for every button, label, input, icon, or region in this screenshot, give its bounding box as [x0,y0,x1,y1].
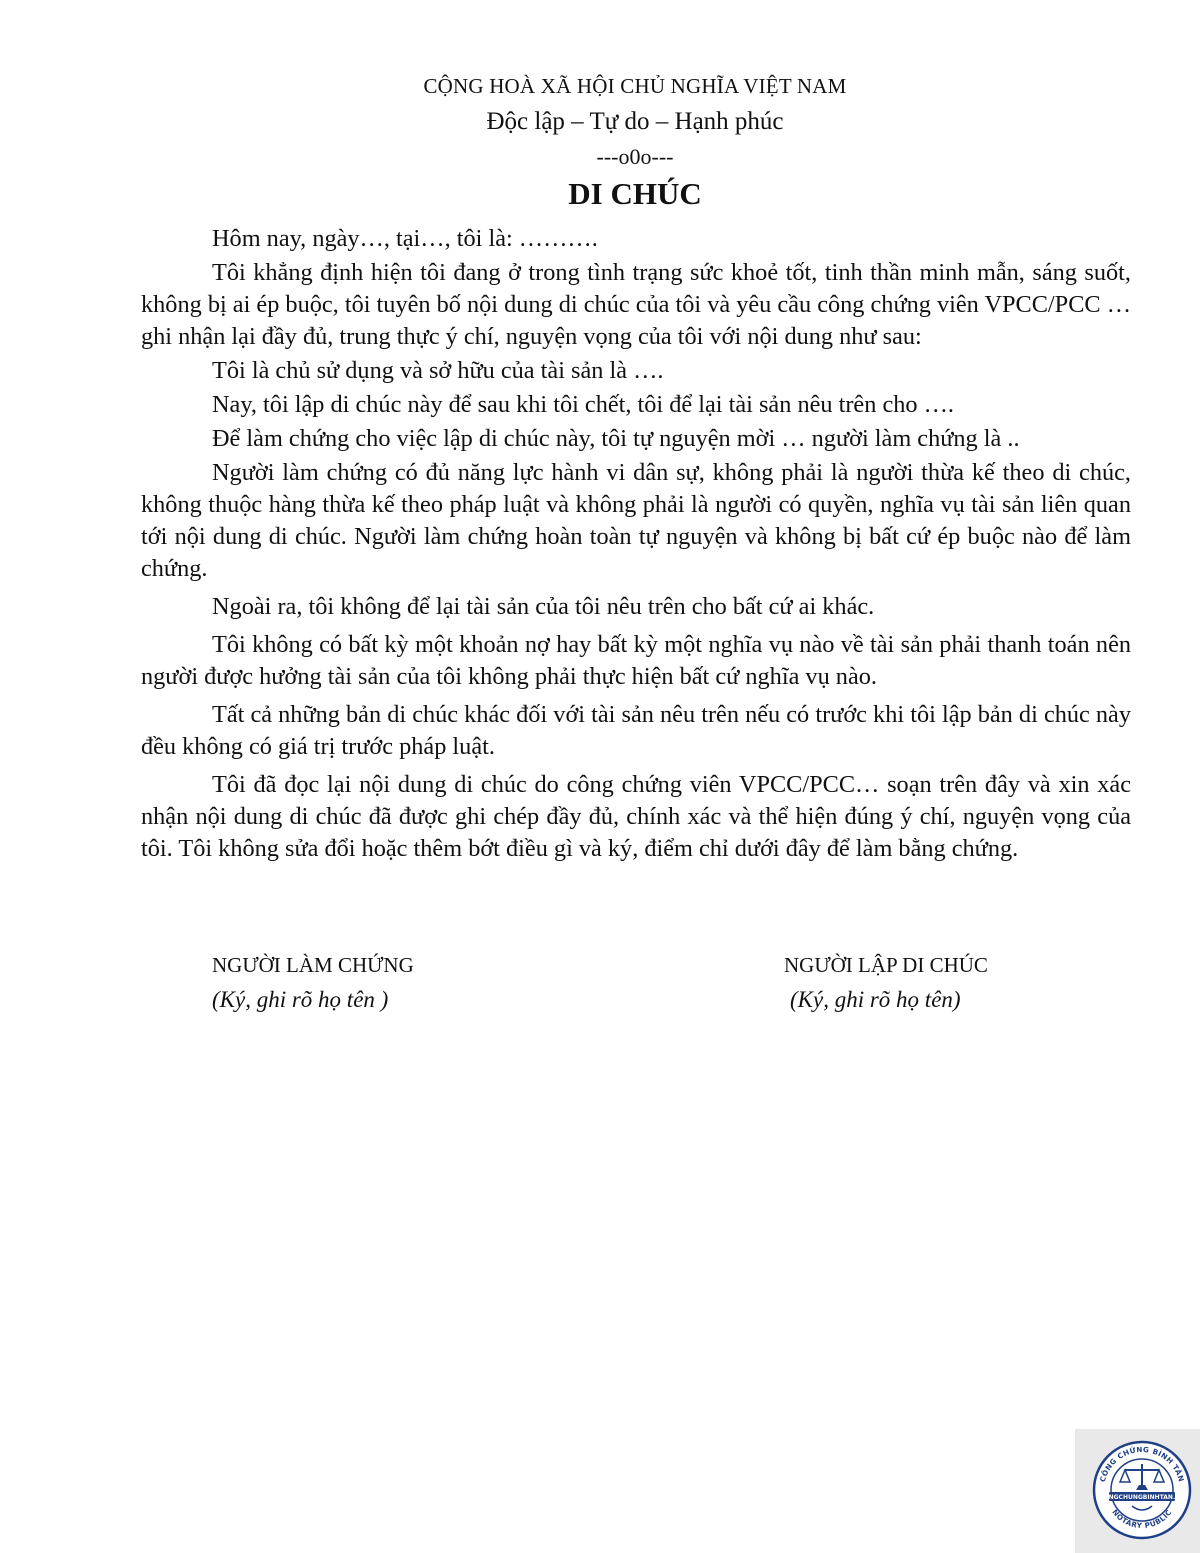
witness-role: NGƯỜI LÀM CHỨNG [212,953,414,977]
svg-text:CÔNG CHỨNG BÌNH TÂN: CÔNG CHỨNG BÌNH TÂN [1097,1444,1187,1483]
body-paragraph: Ngoài ra, tôi không để lại tài sản của tôi nêu trên cho bất cứ ai khác. [212,593,875,620]
body-paragraph: Tôi là chủ sử dụng và sở hữu của tài sản là …. [212,357,664,384]
testator-signature-block [784,950,988,1020]
national-title: CỘNG HOÀ XÃ HỘI CHỦ NGHĨA VIỆT NAM [423,74,847,98]
body-paragraph: Tôi đã đọc lại nội dung di chúc do công chứng viên VPCC/PCC… soạn trên đây và xin xác nhận nội dung di chúc đã được ghi chép đầy đủ, chính xác và thể hiện đúng ý chí, nguyện vọng của tôi. Tôi không sửa đổi hoặc thêm bớt điều gì và ký, điểm chỉ dưới đây để làm bằng chứng. [141,771,1131,862]
svg-text:CONGCHUNGBINHTAN.VN: CONGCHUNGBINHTAN.VN [1099,1494,1185,1501]
body-paragraph: Để làm chứng cho việc lập di chúc này, tôi tự nguyện mời … người làm chứng là .. [212,425,1020,452]
testator-sign-note: (Ký, ghi rõ họ tên) [790,987,961,1012]
body-paragraph: Tôi không có bất kỳ một khoản nợ hay bất kỳ một nghĩa vụ nào về tài sản phải thanh toán nên người được hưởng tài sản của tôi không phải thực hiện bất cứ nghĩa vụ nào. [141,631,1131,690]
body-paragraph: Hôm nay, ngày…, tại…, tôi là: ………. [212,225,598,252]
witness-sign-note: (Ký, ghi rõ họ tên ) [212,987,389,1012]
svg-text:NOTARY PUBLIC: NOTARY PUBLIC [1110,1507,1174,1531]
body-paragraph: Nay, tôi lập di chúc này để sau khi tôi chết, tôi để lại tài sản nêu trên cho …. [212,391,954,418]
notary-seal-icon [1092,1440,1192,1540]
notary-stamp-panel [1075,1429,1200,1553]
national-motto: Độc lập – Tự do – Hạnh phúc [486,108,784,135]
document-title: DI CHÚC [568,176,702,211]
body-paragraph: Tất cả những bản di chúc khác đối với tài sản nêu trên nếu có trước khi tôi lập bản di chúc này đều không có giá trị trước pháp luật. [141,701,1131,760]
document-body [141,223,1131,867]
body-paragraph: Tôi khẳng định hiện tôi đang ở trong tình trạng sức khoẻ tốt, tinh thần minh mẫn, sáng suốt, không bị ai ép buộc, tôi tuyên bố nội dung di chúc của tôi và yêu cầu công chứng viên VPCC/PCC … ghi nhận lại đầy đủ, trung thực ý chí, nguyện vọng của tôi với nội dung như sau: [141,259,1131,350]
testator-role: NGƯỜI LẬP DI CHÚC [784,953,988,977]
body-paragraph: Người làm chứng có đủ năng lực hành vi dân sự, không phải là người thừa kế theo di chúc, không thuộc hàng thừa kế theo pháp luật và không phải là người có quyền, nghĩa vụ tài sản liên quan tới nội dung di chúc. Người làm chứng hoàn toàn tự nguyện và không bị bất cứ ép buộc nào để làm chứng. [141,459,1131,582]
header-separator: ---o0o--- [596,144,674,169]
witness-signature-block [212,950,414,1020]
